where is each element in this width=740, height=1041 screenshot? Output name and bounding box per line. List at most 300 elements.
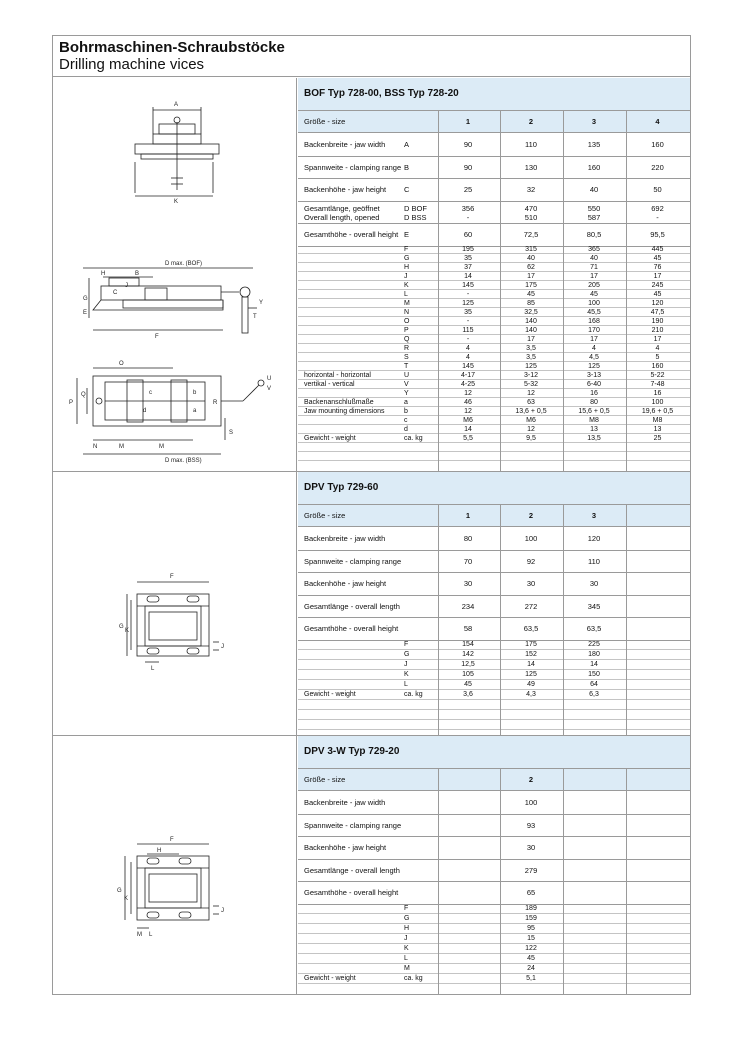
spec-code: D BSS bbox=[404, 212, 427, 222]
dimension-label bbox=[304, 416, 406, 424]
dimension-value: 15 bbox=[527, 935, 535, 942]
dimension-value: 105 bbox=[462, 671, 474, 678]
dimension-value: 175 bbox=[525, 641, 537, 648]
dimension-label bbox=[304, 245, 406, 253]
dimension-code: M bbox=[404, 299, 410, 307]
dimension-code: G bbox=[404, 651, 410, 658]
spec-row bbox=[298, 882, 690, 905]
dim-label: d bbox=[143, 408, 147, 414]
dimension-value bbox=[626, 650, 689, 659]
dimension-value: 3,5 bbox=[526, 344, 536, 352]
dimension-code: G bbox=[404, 254, 410, 262]
spec-value: 160 bbox=[587, 162, 601, 172]
dimension-value: 63 bbox=[527, 398, 535, 406]
spec-value: 32 bbox=[526, 185, 536, 195]
dimension-code: H bbox=[404, 925, 410, 932]
size-value bbox=[563, 769, 625, 790]
column-line bbox=[563, 111, 564, 471]
spec-value: 587 bbox=[587, 212, 601, 222]
dimension-label bbox=[304, 389, 406, 397]
dimension-value: M8 bbox=[589, 416, 599, 424]
dimension-value bbox=[563, 944, 625, 953]
dimension-label bbox=[304, 934, 406, 943]
spec-value bbox=[626, 792, 689, 814]
dimension-label bbox=[304, 308, 406, 316]
spec-value bbox=[438, 837, 498, 859]
dimension-code: F bbox=[404, 245, 409, 253]
dimension-value bbox=[438, 924, 498, 933]
dim-label: F bbox=[155, 334, 159, 340]
dimension-value: 64 bbox=[590, 681, 598, 688]
spec-value: 110 bbox=[588, 556, 600, 566]
spec-code: A bbox=[404, 140, 410, 150]
dimension-label bbox=[304, 335, 406, 343]
dimension-value: M8 bbox=[652, 416, 663, 424]
dimension-label bbox=[304, 290, 406, 298]
spec-value bbox=[626, 882, 689, 904]
spec-row bbox=[298, 134, 690, 157]
size-label: Größe - size bbox=[304, 117, 346, 126]
dimension-value: 3-12 bbox=[523, 371, 538, 379]
spec-value: 272 bbox=[524, 601, 538, 611]
dimension-value: 40 bbox=[527, 254, 535, 262]
dimension-value: 12 bbox=[527, 425, 535, 433]
dimension-value: 49 bbox=[527, 681, 535, 688]
dimension-value: 13 bbox=[653, 425, 662, 433]
dimension-code: ca. kg bbox=[404, 691, 423, 698]
dimension-value: M6 bbox=[526, 416, 536, 424]
spec-value bbox=[438, 792, 498, 814]
spec-value bbox=[626, 815, 689, 837]
spec-row bbox=[298, 573, 690, 596]
empty-row bbox=[298, 710, 690, 720]
dimension-row bbox=[298, 407, 690, 416]
dpv-drawing-svg bbox=[53, 472, 297, 735]
spec-code bbox=[404, 618, 440, 640]
spec-value: 25 bbox=[463, 185, 473, 195]
dimension-value: 45 bbox=[464, 681, 472, 688]
spec-value: 30 bbox=[526, 843, 536, 853]
size-value: 3 bbox=[591, 511, 597, 520]
dim-label: b bbox=[193, 390, 197, 396]
spec-label: Gesamtlänge, geöffnet bbox=[304, 203, 380, 213]
spec-code: E bbox=[404, 230, 410, 240]
size-row bbox=[298, 505, 690, 527]
dimension-value: 125 bbox=[525, 362, 537, 370]
dimension-row bbox=[298, 964, 690, 974]
dimension-code: U bbox=[404, 371, 410, 379]
dimension-label bbox=[304, 362, 406, 370]
dimension-value: 45 bbox=[527, 955, 535, 962]
section-title: DPV 3-W Typ 729-20 bbox=[298, 736, 690, 769]
spec-label: Backenhöhe - jaw height bbox=[304, 843, 387, 853]
dimension-value: 12 bbox=[464, 407, 472, 415]
dimension-value: 45 bbox=[590, 290, 598, 298]
dimension-label: vertikal - vertical bbox=[304, 380, 355, 388]
spec-label: Spannweite - clamping range bbox=[304, 162, 402, 172]
dim-label: J bbox=[125, 283, 128, 289]
dimension-code: G bbox=[404, 915, 410, 922]
empty-row bbox=[298, 443, 690, 452]
dimension-label: Gewicht - weight bbox=[304, 434, 356, 442]
spec-code: D BOF bbox=[404, 203, 427, 213]
dimension-code: ca. kg bbox=[404, 975, 423, 982]
dimension-value: 47,5 bbox=[650, 308, 665, 316]
spec-value: 80,5 bbox=[586, 230, 602, 240]
dimension-label bbox=[304, 254, 406, 262]
dimension-code: O bbox=[404, 317, 410, 325]
dim-label: M bbox=[119, 444, 124, 450]
dim-label: L bbox=[151, 666, 155, 672]
dimension-value: 62 bbox=[527, 263, 535, 271]
spec-row bbox=[298, 202, 690, 225]
dim-label: U bbox=[267, 376, 272, 382]
dimension-value: 445 bbox=[651, 245, 664, 253]
spec-value: 90 bbox=[463, 162, 473, 172]
spec-value bbox=[626, 528, 689, 550]
dimension-value bbox=[438, 964, 498, 973]
dimension-label bbox=[304, 344, 406, 352]
spec-value bbox=[626, 618, 689, 640]
dim-label: F bbox=[170, 574, 174, 580]
spec-row bbox=[298, 551, 690, 574]
dimension-value: 35 bbox=[464, 308, 472, 316]
dimension-code: c bbox=[404, 416, 408, 424]
dimension-row bbox=[298, 308, 690, 317]
dimension-row bbox=[298, 670, 690, 680]
dim-label: Q bbox=[81, 392, 86, 398]
page-title-german: Bohrmaschinen-Schraubstöcke bbox=[59, 39, 285, 56]
dimension-value: 315 bbox=[525, 245, 537, 253]
page-header bbox=[53, 36, 690, 77]
dimension-value: 122 bbox=[525, 945, 537, 952]
spec-value: 30 bbox=[463, 579, 473, 589]
spec-value bbox=[626, 837, 689, 859]
dimension-value: - bbox=[466, 290, 470, 298]
spec-label: Gesamthöhe - overall height bbox=[304, 624, 399, 634]
spec-value: 470 bbox=[524, 203, 538, 213]
dimension-value: 175 bbox=[525, 281, 537, 289]
spec-value: 65 bbox=[526, 888, 536, 898]
dimension-value bbox=[626, 944, 689, 953]
dimension-label bbox=[304, 660, 406, 669]
dim-label: a bbox=[193, 408, 197, 414]
dimension-value: 125 bbox=[462, 299, 474, 307]
dimension-label: Backenanschlußmaße bbox=[304, 398, 374, 406]
dimension-value: 100 bbox=[651, 398, 664, 406]
section-title: DPV Typ 729-60 bbox=[298, 472, 690, 505]
dimension-value bbox=[563, 924, 625, 933]
dimension-row bbox=[298, 934, 690, 944]
dimension-code: V bbox=[404, 380, 409, 388]
dimension-code: S bbox=[404, 353, 409, 361]
spec-label: Spannweite - clamping range bbox=[304, 556, 402, 566]
spec-value: 70 bbox=[463, 556, 473, 566]
dimension-row bbox=[298, 398, 690, 407]
dimension-value: 12 bbox=[527, 389, 535, 397]
dimension-value: 195 bbox=[462, 245, 474, 253]
spec-value bbox=[626, 551, 689, 573]
bof-spec-table bbox=[298, 78, 690, 471]
dim-label: F bbox=[170, 837, 174, 843]
dimension-label bbox=[304, 954, 406, 963]
dimension-row bbox=[298, 272, 690, 281]
dimension-value: 210 bbox=[651, 326, 664, 334]
dimension-row bbox=[298, 434, 690, 443]
size-row bbox=[298, 769, 690, 791]
dimension-code: a bbox=[404, 398, 408, 406]
dimension-label: Gewicht - weight bbox=[304, 691, 356, 698]
dimension-row bbox=[298, 974, 690, 984]
size-value bbox=[626, 505, 689, 526]
dimension-value: 17 bbox=[590, 335, 598, 343]
dimension-code: J bbox=[404, 661, 408, 668]
spec-value bbox=[563, 815, 625, 837]
dimension-code: M bbox=[404, 965, 410, 972]
dimension-code: Q bbox=[404, 335, 410, 343]
dimension-value: 17 bbox=[527, 272, 535, 280]
dimension-value bbox=[563, 904, 625, 913]
dimension-row bbox=[298, 362, 690, 371]
dim-label: M bbox=[137, 932, 142, 938]
dimension-code: K bbox=[404, 671, 409, 678]
dimension-label: Gewicht - weight bbox=[304, 975, 356, 982]
spec-code bbox=[404, 792, 440, 814]
spec-value: 58 bbox=[463, 624, 473, 634]
dimension-value bbox=[438, 954, 498, 963]
spec-code: B bbox=[404, 162, 410, 172]
dimension-value: 4,3 bbox=[526, 691, 536, 698]
dimension-row bbox=[298, 245, 690, 254]
dimension-row bbox=[298, 680, 690, 690]
dimension-code: J bbox=[404, 272, 408, 280]
spec-value bbox=[563, 860, 625, 882]
dim-label: E bbox=[83, 310, 88, 316]
column-line bbox=[563, 769, 564, 994]
dimension-value: 140 bbox=[525, 326, 537, 334]
dim-label: N bbox=[93, 444, 98, 450]
dimension-code: d bbox=[404, 425, 408, 433]
dimension-value: 5-32 bbox=[523, 380, 538, 388]
dimension-label bbox=[304, 326, 406, 334]
spec-row bbox=[298, 596, 690, 619]
spec-value: 63,5 bbox=[586, 624, 602, 634]
dimension-value: 4 bbox=[592, 344, 596, 352]
dimension-value bbox=[626, 640, 689, 649]
column-line bbox=[438, 505, 439, 735]
dimension-value: 76 bbox=[653, 263, 662, 271]
dimension-code: N bbox=[404, 308, 410, 316]
dimension-value bbox=[563, 954, 625, 963]
dim-label: B bbox=[135, 271, 140, 277]
size-value: 2 bbox=[528, 117, 534, 126]
dimension-value: 245 bbox=[651, 281, 664, 289]
dimension-row bbox=[298, 371, 690, 380]
spec-label: Backenhöhe - jaw height bbox=[304, 579, 387, 589]
dimension-value: 14 bbox=[464, 425, 472, 433]
dim-label: J bbox=[221, 908, 224, 914]
dim-label: O bbox=[119, 361, 124, 367]
dim-label: H bbox=[157, 848, 162, 854]
dimension-value bbox=[626, 680, 689, 689]
dimension-value: 46 bbox=[464, 398, 472, 406]
dim-label: L bbox=[149, 932, 153, 938]
spec-row bbox=[298, 815, 690, 838]
dimension-code: K bbox=[404, 281, 409, 289]
spec-value: 80 bbox=[463, 534, 473, 544]
dimension-value: 205 bbox=[588, 281, 600, 289]
dimension-value bbox=[563, 974, 625, 983]
spec-value: - bbox=[656, 212, 659, 222]
dimension-value: 189 bbox=[525, 905, 537, 912]
dimension-value: 17 bbox=[590, 272, 598, 280]
dimension-value: 152 bbox=[525, 651, 537, 658]
dimension-value: 168 bbox=[588, 317, 600, 325]
dimension-row bbox=[298, 416, 690, 425]
spec-value: 110 bbox=[525, 140, 537, 150]
dimension-value: 40 bbox=[590, 254, 598, 262]
dimension-value: 6,3 bbox=[589, 691, 599, 698]
dim-label: Y bbox=[259, 300, 264, 306]
dimension-value bbox=[626, 964, 689, 973]
dimension-label bbox=[304, 317, 406, 325]
dimension-value: 145 bbox=[462, 281, 474, 289]
dim-label: c bbox=[149, 390, 152, 396]
dpv3w-spec-table bbox=[298, 736, 690, 994]
size-value: 1 bbox=[465, 511, 471, 520]
spec-value bbox=[626, 596, 689, 618]
spec-row bbox=[298, 528, 690, 551]
bof-technical-drawings bbox=[53, 78, 297, 471]
dimension-value: 32,5 bbox=[524, 308, 538, 316]
spec-value: 160 bbox=[651, 140, 664, 150]
dimension-label: horizontal - horizontal bbox=[304, 371, 371, 379]
dimension-value: 17 bbox=[653, 272, 662, 280]
spec-row bbox=[298, 860, 690, 883]
dimension-value: 16 bbox=[653, 389, 662, 397]
dimension-label bbox=[304, 904, 406, 913]
spec-label: Backenhöhe - jaw height bbox=[304, 185, 387, 195]
dimension-value: 4 bbox=[466, 353, 470, 361]
dimension-value: 125 bbox=[588, 362, 600, 370]
dimension-row bbox=[298, 425, 690, 434]
spec-code bbox=[404, 837, 440, 859]
spec-row bbox=[298, 157, 690, 180]
dim-label: P bbox=[69, 400, 74, 406]
dim-label: G bbox=[119, 624, 124, 630]
dimension-value bbox=[438, 934, 498, 943]
dimension-value: 37 bbox=[464, 263, 472, 271]
dimension-value: 190 bbox=[651, 317, 664, 325]
dim-label: K bbox=[125, 628, 130, 634]
dimension-value: 142 bbox=[462, 651, 474, 658]
dimension-value: 17 bbox=[527, 335, 535, 343]
dimension-value: 19,6 + 0,5 bbox=[641, 407, 674, 415]
spec-value: 356 bbox=[461, 203, 475, 213]
dimension-value: 45,5 bbox=[587, 308, 601, 316]
spec-row bbox=[298, 224, 690, 247]
dimension-row bbox=[298, 335, 690, 344]
dimension-value: 4-25 bbox=[460, 380, 475, 388]
spec-value: 93 bbox=[526, 820, 536, 830]
dimension-value: 170 bbox=[588, 326, 600, 334]
spec-row bbox=[298, 618, 690, 641]
size-value: 1 bbox=[465, 117, 471, 126]
spec-value: 30 bbox=[526, 579, 536, 589]
dimension-value bbox=[563, 914, 625, 923]
spec-value: 60 bbox=[463, 230, 473, 240]
dimension-row bbox=[298, 254, 690, 263]
empty-row bbox=[298, 720, 690, 730]
spec-value: 234 bbox=[461, 601, 475, 611]
dpv-spec-table bbox=[298, 472, 690, 735]
column-line bbox=[500, 505, 501, 735]
dimension-label bbox=[304, 263, 406, 271]
dimension-value: 12,5 bbox=[461, 661, 475, 668]
dimension-value: 45 bbox=[653, 254, 662, 262]
spec-value: 220 bbox=[651, 162, 664, 172]
spec-code bbox=[404, 551, 440, 573]
dimension-value: 5,1 bbox=[526, 975, 536, 982]
dimension-code: Y bbox=[404, 389, 409, 397]
spec-row bbox=[298, 837, 690, 860]
dimension-value: 17 bbox=[653, 335, 662, 343]
dimension-row bbox=[298, 263, 690, 272]
spec-value: 100 bbox=[524, 798, 538, 808]
dimension-value: 85 bbox=[527, 299, 535, 307]
dimension-value: 140 bbox=[525, 317, 537, 325]
spec-value bbox=[438, 815, 498, 837]
dimension-value: 71 bbox=[590, 263, 598, 271]
dimension-value: 80 bbox=[590, 398, 598, 406]
empty-row bbox=[298, 700, 690, 710]
size-value: 2 bbox=[528, 775, 534, 784]
column-line bbox=[500, 769, 501, 994]
spec-value bbox=[438, 882, 498, 904]
dimension-code: T bbox=[404, 362, 409, 370]
column-line bbox=[626, 769, 627, 994]
dimension-value bbox=[626, 974, 689, 983]
dimension-code: L bbox=[404, 290, 408, 298]
dimension-row bbox=[298, 904, 690, 914]
dimension-value: 4,5 bbox=[589, 353, 599, 361]
dimension-value: 5,5 bbox=[463, 434, 473, 442]
dimension-value bbox=[563, 964, 625, 973]
spec-value: - bbox=[466, 212, 470, 222]
dimension-row bbox=[298, 640, 690, 650]
dimension-value: 154 bbox=[462, 641, 474, 648]
column-line bbox=[438, 111, 439, 471]
dimension-value: 4-17 bbox=[460, 371, 475, 379]
spec-label: Backenbreite - jaw width bbox=[304, 140, 386, 150]
spec-value bbox=[563, 792, 625, 814]
dimension-row bbox=[298, 326, 690, 335]
spec-value: 510 bbox=[524, 212, 538, 222]
spec-label: Gesamthöhe - overall height bbox=[304, 888, 399, 898]
size-value bbox=[626, 769, 689, 790]
dim-label: T bbox=[253, 314, 257, 320]
spec-label: Gesamtlänge - overall length bbox=[304, 865, 400, 875]
dimension-value: 5-22 bbox=[650, 371, 665, 379]
dimension-label bbox=[304, 281, 406, 289]
dimension-value: - bbox=[466, 335, 470, 343]
spec-code: C bbox=[404, 185, 410, 195]
dimension-row bbox=[298, 914, 690, 924]
dimension-value: 125 bbox=[525, 671, 537, 678]
dimension-value: 115 bbox=[462, 326, 474, 334]
dimension-label bbox=[304, 272, 406, 280]
column-line bbox=[500, 111, 501, 471]
